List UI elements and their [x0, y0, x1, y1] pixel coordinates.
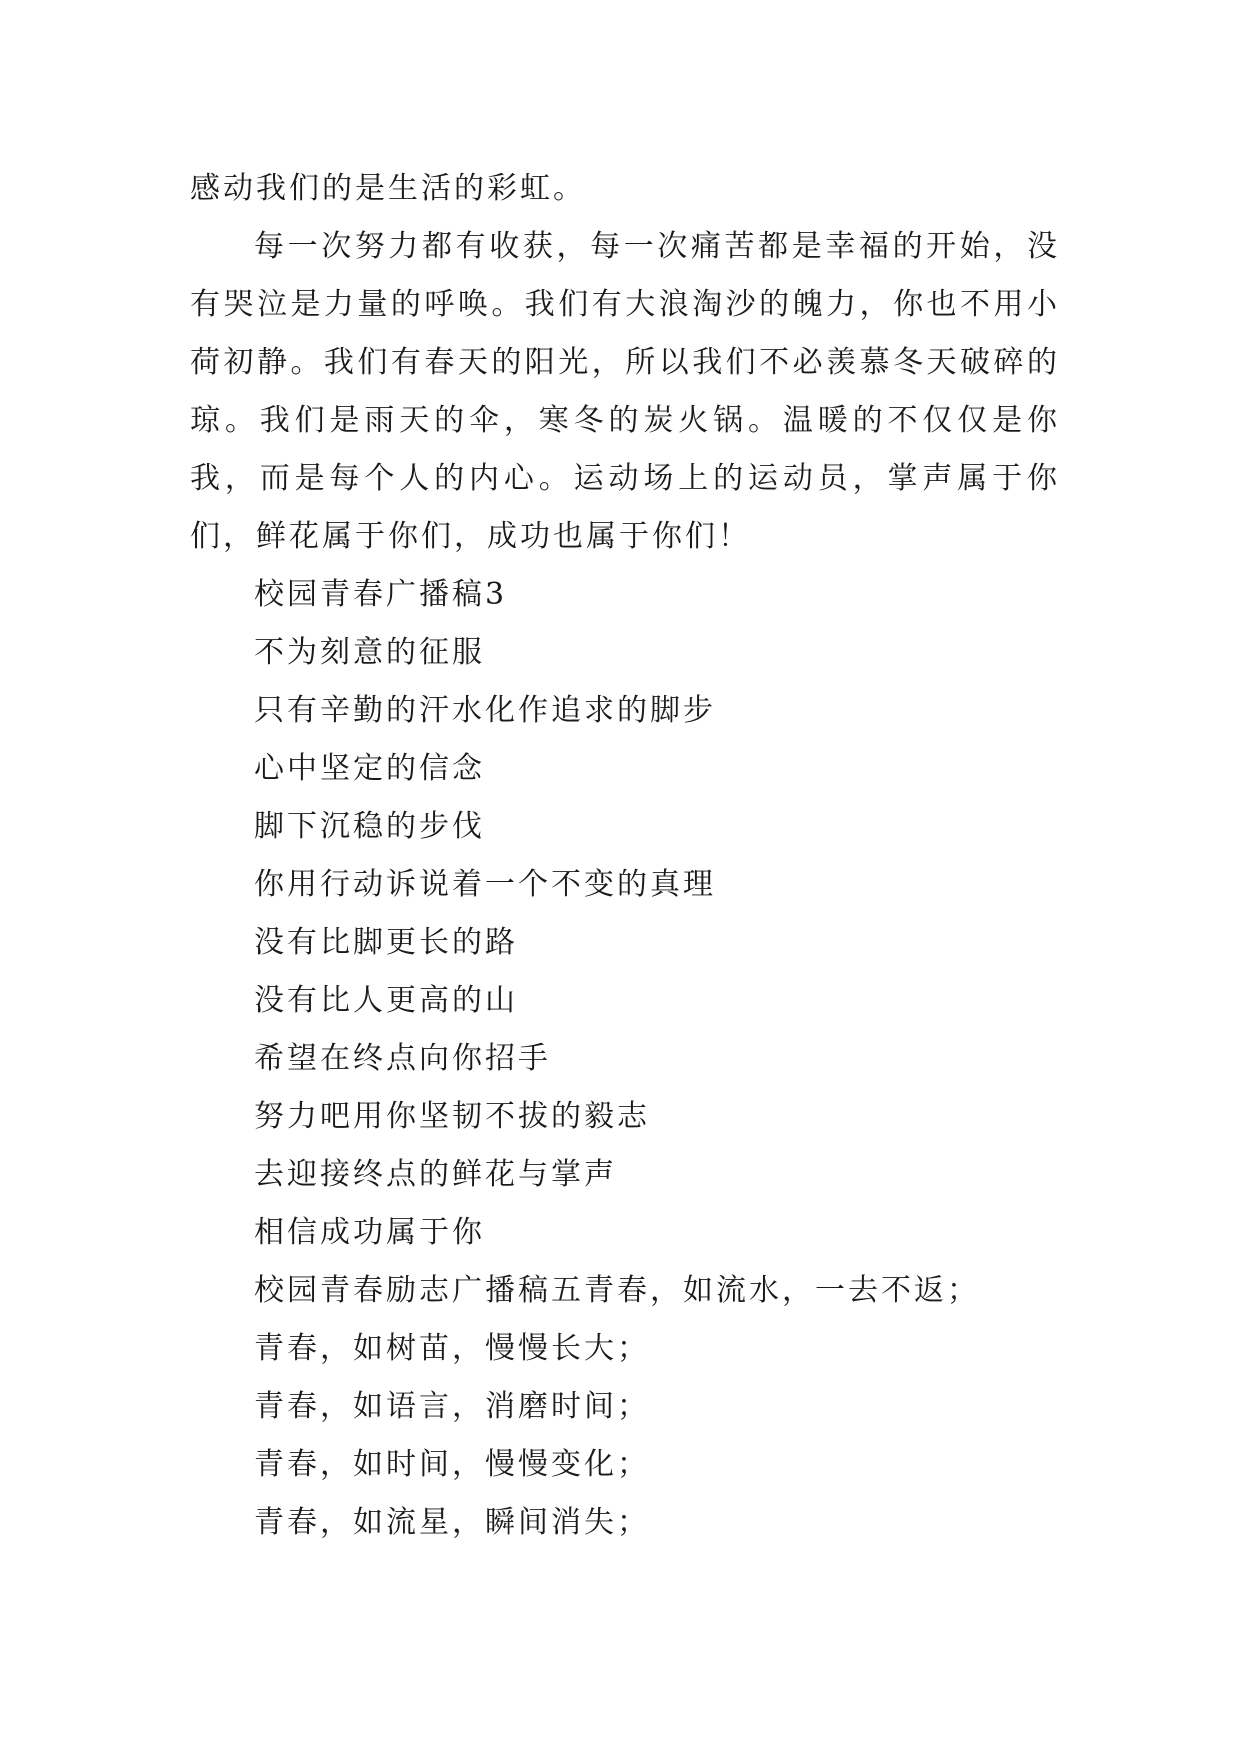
- paragraph-continuation: 感动我们的是生活的彩虹。: [190, 171, 586, 206]
- poem-line: 没有比脚更长的路: [254, 925, 518, 960]
- paragraph-effort: 每一次努力都有收获，每一次痛苦都是幸福的开始，没有哭泣是力量的呼唤。我们有大浪淘沙的魄力，你也不用小荷初静。我们有春天的阳光，所以我们不必羡慕冬天破碎的琼。我们是雨天的伞，寒冬的炭火锅。温暖的不仅仅是你我，而是每个人的内心。运动场上的运动员，掌声属于你们，鲜花属于你们，成功也属于你们！: [190, 229, 1060, 554]
- poem-line: 青春，如树苗，慢慢长大；: [254, 1331, 650, 1366]
- poem-line: 心中坚定的信念: [254, 751, 485, 786]
- poem-line: 相信成功属于你: [254, 1215, 485, 1250]
- poem-line: 希望在终点向你招手: [254, 1041, 551, 1076]
- section-heading: 校园青春广播稿3: [254, 577, 508, 612]
- document-body: [190, 160, 1060, 1552]
- poem-line: 只有辛勤的汗水化作追求的脚步: [254, 693, 716, 728]
- poem-line: 努力吧用你坚韧不拔的毅志: [254, 1099, 650, 1134]
- poem-line: 没有比人更高的山: [254, 983, 518, 1018]
- poem-line: 青春，如时间，慢慢变化；: [254, 1447, 650, 1482]
- poem-line: 去迎接终点的鲜花与掌声: [254, 1157, 617, 1192]
- poem-line: 你用行动诉说着一个不变的真理: [254, 867, 716, 902]
- poem-line: 脚下沉稳的步伐: [254, 809, 485, 844]
- section-heading-youth: 校园青春励志广播稿五青春，如流水，一去不返；: [254, 1273, 980, 1308]
- poem-line: 青春，如语言，消磨时间；: [254, 1389, 650, 1424]
- poem-line: 青春，如流星，瞬间消失；: [254, 1505, 650, 1540]
- poem-line: 不为刻意的征服: [254, 635, 485, 670]
